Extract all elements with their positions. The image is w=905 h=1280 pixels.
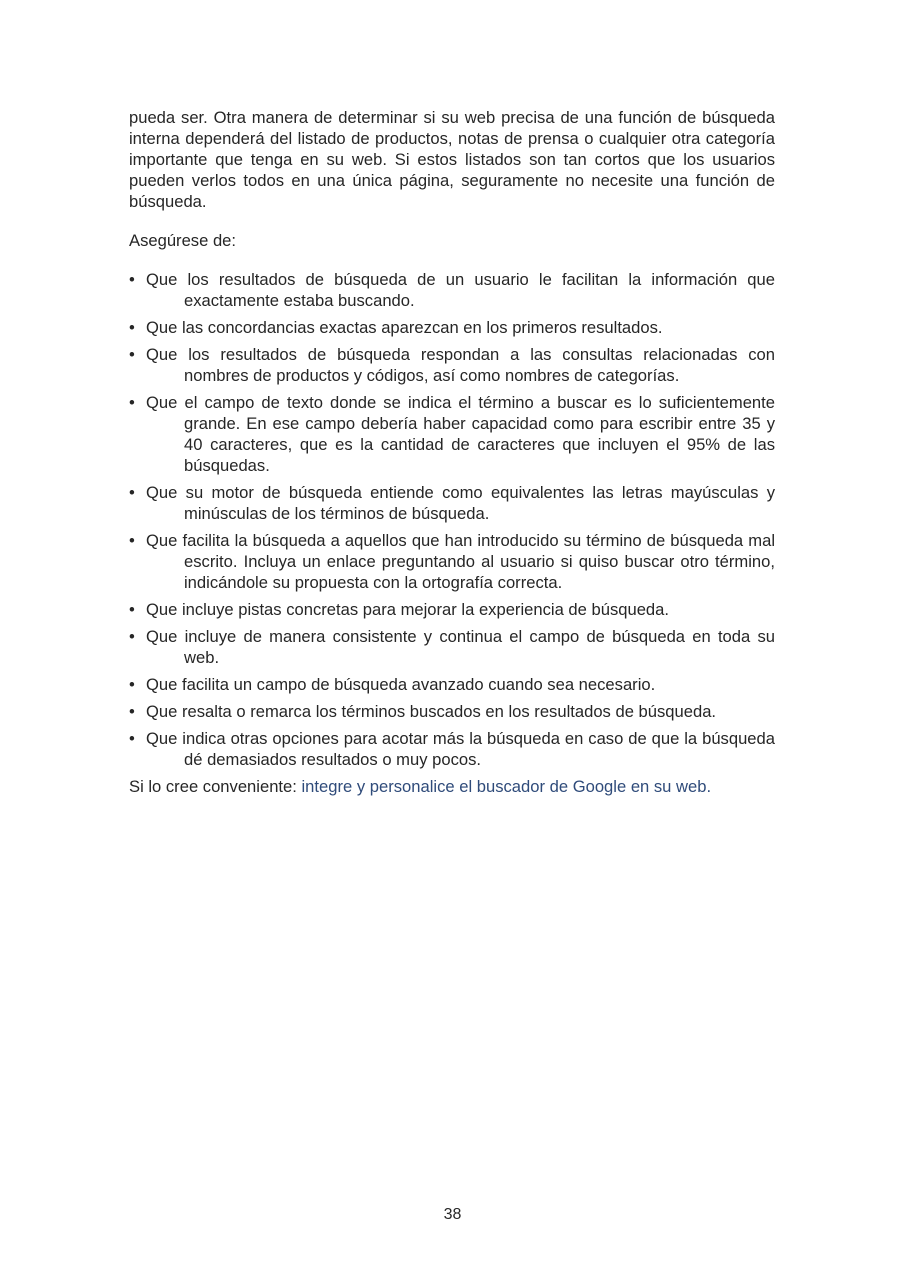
list-item xyxy=(129,626,775,668)
page-number: 38 xyxy=(443,1206,462,1223)
list-item xyxy=(129,701,775,722)
list-item xyxy=(129,269,775,311)
list-item-text: Que su motor de búsqueda entiende como equivalentes las letras mayúsculas y minúsculas de los términos de búsqueda. xyxy=(146,483,775,523)
bullet-icon: • xyxy=(129,393,135,412)
closing-line xyxy=(129,776,775,797)
list-item-text: Que incluye de manera consistente y continua el campo de búsqueda en toda su web. xyxy=(146,627,775,667)
closing-prefix: Si lo cree conveniente: xyxy=(129,777,302,796)
bullet-icon: • xyxy=(129,702,135,721)
bullet-icon: • xyxy=(129,531,135,550)
list-item-text: Que los resultados de búsqueda respondan a las consultas relacionadas con nombres de productos y códigos, así como nombres de categorías. xyxy=(146,345,775,385)
bullet-icon: • xyxy=(129,675,135,694)
bullet-icon: • xyxy=(129,729,135,748)
bullet-icon: • xyxy=(129,483,135,502)
list-item xyxy=(129,317,775,338)
google-search-link[interactable]: integre y personalice el buscador de Google en su web. xyxy=(301,777,712,796)
list-item-text: Que las concordancias exactas aparezcan en los primeros resultados. xyxy=(146,318,663,337)
list-item-text: Que incluye pistas concretas para mejorar la experiencia de búsqueda. xyxy=(146,600,670,619)
list-item-text: Que el campo de texto donde se indica el término a buscar es lo suficientemente grande. En ese campo debería haber capacidad como para escribir entre 35 y 40 caracteres, que es la cantidad de caracteres que incluyen el 95% de las búsquedas. xyxy=(146,393,775,475)
bullet-icon: • xyxy=(129,345,135,364)
bullet-icon: • xyxy=(129,600,135,619)
list-item xyxy=(129,344,775,386)
list-item xyxy=(129,599,775,620)
list-item xyxy=(129,728,775,770)
list-item-text: Que facilita un campo de búsqueda avanzado cuando sea necesario. xyxy=(146,675,656,694)
list-item xyxy=(129,674,775,695)
bullet-icon: • xyxy=(129,318,135,337)
list-item xyxy=(129,482,775,524)
checklist xyxy=(129,269,775,770)
page-body xyxy=(129,107,775,797)
list-item-text: Que indica otras opciones para acotar más la búsqueda en caso de que la búsqueda dé demasiados resultados o muy pocos. xyxy=(146,729,775,769)
lead-in-text: Asegúrese de: xyxy=(129,231,237,250)
list-item-text: Que los resultados de búsqueda de un usuario le facilitan la información que exactamente estaba buscando. xyxy=(146,270,775,310)
list-item xyxy=(129,530,775,593)
bullet-icon: • xyxy=(129,627,135,646)
intro-paragraph: pueda ser. Otra manera de determinar si su web precisa de una función de búsqueda interna dependerá del listado de productos, notas de prensa o cualquier otra categoría importante que tenga en su web. Si estos listados son tan cortos que los usuarios pueden verlos todos en una única página, seguramente no necesite una función de búsqueda. xyxy=(129,108,775,211)
list-item xyxy=(129,392,775,476)
list-item-text: Que resalta o remarca los términos buscados en los resultados de búsqueda. xyxy=(146,702,717,721)
list-item-text: Que facilita la búsqueda a aquellos que han introducido su término de búsqueda mal escrito. Incluya un enlace preguntando al usuario si quiso buscar otro término, indicándole su propuesta con la ortografía correcta. xyxy=(146,531,775,592)
bullet-icon: • xyxy=(129,270,135,289)
